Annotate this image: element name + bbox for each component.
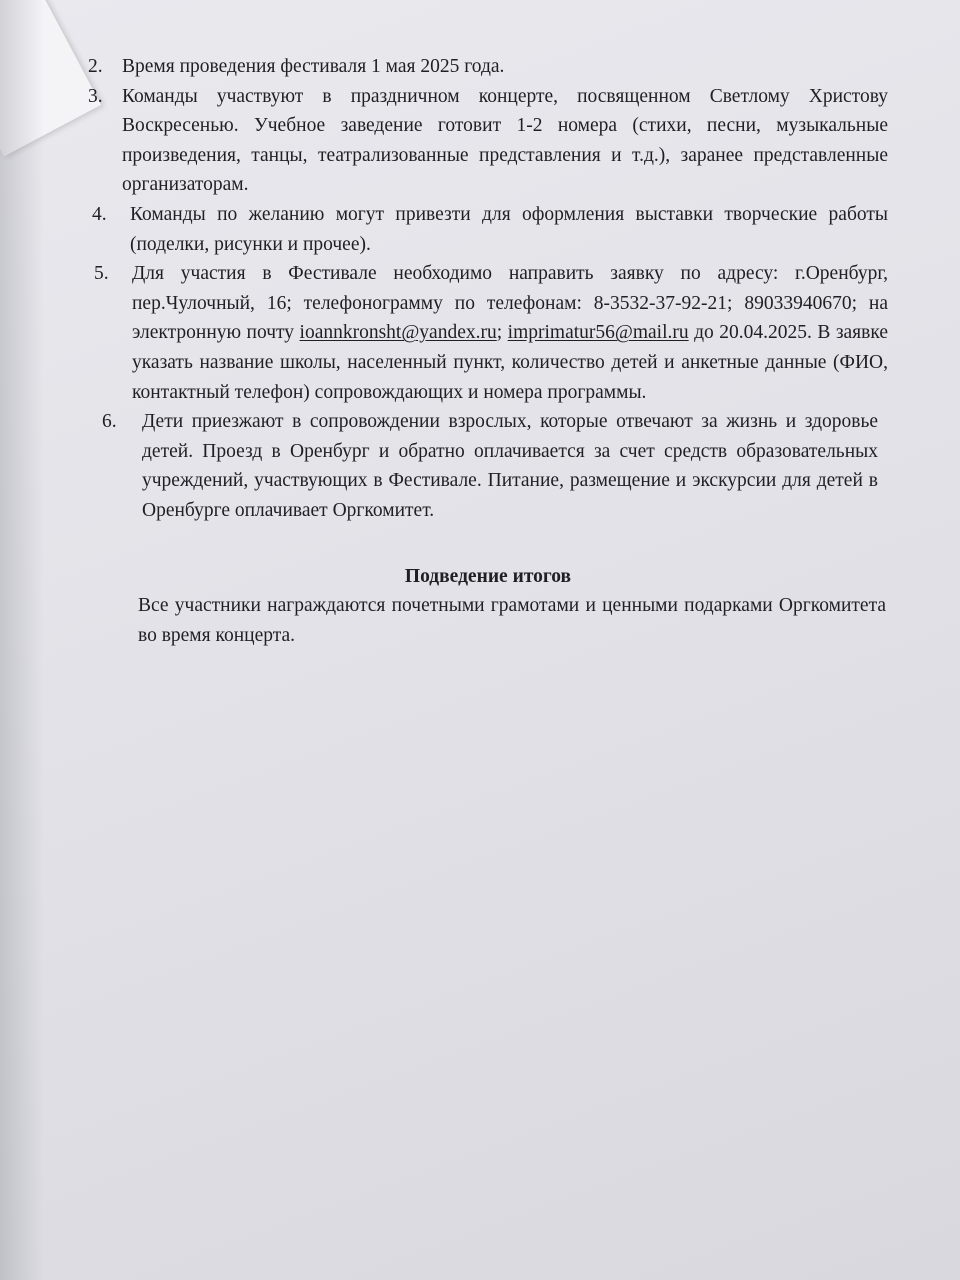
list-item-5 — [88, 259, 888, 407]
list-number: 6. — [102, 411, 117, 433]
list-text: Команды участвуют в праздничном концерте, посвященном Светлому Христову Воскресенью. Учебное заведение готовит 1-2 номера (стихи, песни, музыкальные произведения, танцы, театрализованные представления и т.д.), заранее представленные организаторам. — [122, 85, 888, 196]
list-number: 4. — [92, 203, 107, 225]
list-text: Команды по желанию могут привезти для оформления выставки творческие работы (поделки, рисунки и прочее). — [130, 203, 888, 255]
list-number: 3. — [88, 85, 103, 107]
list-text: Время проведения фестиваля 1 мая 2025 года. — [122, 56, 505, 77]
document-body — [88, 52, 888, 650]
list-number: 5. — [94, 263, 109, 285]
text-part: до 20.04.2025. В заявке указать название школы, населенный пункт, количество детей и анкетные данные (ФИО, контактный телефон) сопровождающих и номера программы. — [132, 322, 889, 403]
list-item-6 — [88, 407, 888, 525]
list-item-3 — [88, 82, 888, 200]
list-number: 2. — [88, 56, 103, 77]
email-link-yandex[interactable]: ioannkronsht@yandex.ru — [299, 322, 497, 344]
list-text — [132, 259, 888, 407]
list-item-4 — [88, 200, 888, 259]
page-edge-shadow — [0, 0, 44, 1280]
text-part: Для участия в Фестивале необходимо направить заявку по адресу: г.Оренбург, пер.Чулочный, 16; телефонограмму по телефонам: 8-3532-37-92-21; 89033940670; на электронную почту — [132, 263, 888, 344]
text-part: ; — [496, 322, 508, 344]
list-text: Дети приезжают в сопровождении взрослых, которые отвечают за жизнь и здоровье детей. Проезд в Оренбург и обратно оплачивается за счет средств образовательных учреждений, участвующих в Фестивале. Питание, размещение и экскурсии для детей в Оренбурге оплачивает Оргкомитет. — [142, 411, 878, 521]
email-link-mail[interactable]: imprimatur56@mail.ru — [507, 322, 689, 344]
section-heading: Подведение итогов — [404, 565, 572, 587]
list-item-2 — [88, 52, 888, 82]
section-text: Все участники награждаются почетными грамотами и ценными подарками Оргкомитета во время концерта. — [138, 595, 886, 646]
